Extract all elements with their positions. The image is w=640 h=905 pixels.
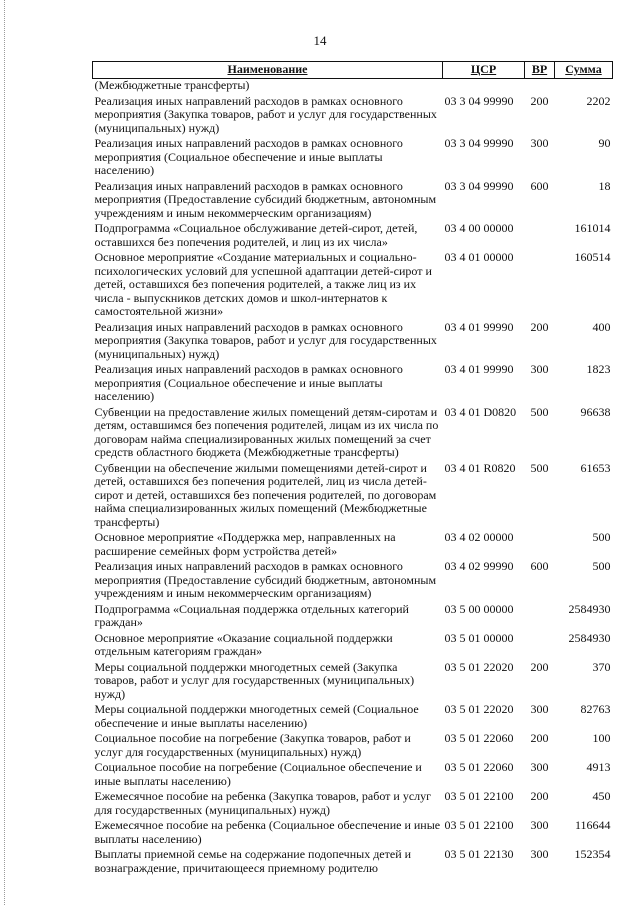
table-row [93,95,613,138]
row-name: Субвенции на обеспечение жилыми помещениями детей-сирот и детей, оставшихся без попечения родителей, лиц из числа детей-сирот и детей, оставшихся без попечения родителей, по договорам найма специализированных жилых помещений (Межбюджетные трансферты) [94,460,437,529]
row-csr: 03 4 00 00000 [444,221,514,235]
row-name: Основное мероприятие «Оказание социальной поддержки отдельным категориям граждан» [94,630,393,658]
row-name: Реализация иных направлений расходов в рамках основного мероприятия (Предоставление субсидий бюджетным, автономным учреждениям и иным некоммерческим организациям) [94,178,437,220]
row-sum [555,79,613,95]
row-csr: 03 4 01 R0820 [444,460,516,475]
header-name: Наименование [93,62,443,79]
row-name: Реализация иных направлений расходов в рамках основного мероприятия (Предоставление субсидий бюджетным, автономным учреждениям и иным некоммерческим организациям) [94,559,437,600]
row-vr: 600 [530,178,549,193]
row-vr: 300 [530,760,549,774]
row-csr: 03 3 04 99990 [444,136,514,150]
row-csr: 03 5 01 22060 [444,760,514,774]
row-vr: 300 [530,702,549,716]
row-csr: 03 5 01 22020 [444,702,514,716]
row-sum: 18 [598,178,611,193]
table-row [93,560,613,603]
table-row [93,531,613,560]
row-sum: 450 [592,789,611,803]
row-name: Подпрограмма «Социальная поддержка отдельных категорий граждан» [94,601,409,629]
row-csr: 03 4 01 00000 [444,250,514,264]
row-csr: 03 5 01 22100 [444,818,514,832]
table-row [93,848,613,877]
row-name: Основное мероприятие «Поддержка мер, направленных на расширение семейных форм устройства детей» [94,530,396,558]
row-vr: 200 [530,789,549,803]
row-vr: 200 [530,93,549,108]
row-vr [525,603,555,632]
budget-table [92,61,613,877]
row-name: Подпрограмма «Социальное обслуживание детей-сирот, детей, оставшихся без попечения родителей, и лиц из их числа» [94,221,418,249]
table-row [93,251,613,321]
table-row [93,363,613,406]
row-sum: 1823 [586,362,611,376]
row-name: Реализация иных направлений расходов в рамках основного мероприятия (Социальное обеспечение и иные выплаты населению) [94,136,403,177]
row-vr [525,251,555,321]
table-row [93,761,613,790]
row-name: (Межбюджетные трансферты) [94,78,250,92]
row-vr: 600 [530,559,549,573]
table-row [93,222,613,251]
row-csr: 03 5 00 00000 [444,601,514,616]
row-csr: 03 4 02 00000 [444,530,514,544]
row-sum: 4913 [586,760,611,774]
table-row [93,661,613,704]
row-vr: 200 [530,659,549,674]
table-row [93,703,613,732]
row-sum: 400 [592,319,611,334]
row-name: Меры социальной поддержки многодетных семей (Закупка товаров, работ и услуг для государственных (муниципальных) нужд) [94,659,415,701]
row-sum: 161014 [574,221,611,235]
row-sum: 160514 [574,250,611,264]
table-row [93,819,613,848]
row-csr: 03 4 01 D0820 [444,404,517,419]
table-row [93,180,613,223]
row-vr [525,531,555,560]
row-sum: 2202 [586,93,611,108]
row-csr: 03 5 01 00000 [444,630,514,645]
row-sum: 61653 [580,460,611,475]
header-csr: ЦСР [443,62,525,79]
row-vr: 300 [530,136,549,150]
row-name: Субвенции на предоставление жилых помещений детям-сиротам и детям, оставшимся без попечения родителей, лицам из их числа по договорам найма специализированных жилых помещений за счет средств областного бюджета (Межбюджетные трансферты) [94,404,439,459]
table-row [93,732,613,761]
row-sum: 500 [592,530,611,544]
row-vr: 300 [530,818,549,832]
row-csr: 03 4 02 99990 [444,559,514,573]
table-row [93,406,613,462]
table-header-row [93,62,613,79]
row-csr: 03 3 04 99990 [444,93,514,108]
row-sum: 2584930 [568,601,611,616]
row-csr: 03 5 01 22130 [444,847,514,861]
header-sum: Сумма [555,62,613,79]
row-name: Социальное пособие на погребение (Социальное обеспечение и иные выплаты населению) [94,760,422,788]
header-vr: ВР [525,62,555,79]
row-name: Реализация иных направлений расходов в рамках основного мероприятия (Закупка товаров, работ и услуг для государственных (муниципальных) нужд) [94,319,437,361]
row-name: Меры социальной поддержки многодетных семей (Социальное обеспечение и иные выплаты населению) [94,702,419,730]
row-name: Реализация иных направлений расходов в рамках основного мероприятия (Социальное обеспечение и иные выплаты населению) [94,362,403,403]
row-sum: 96638 [580,404,611,419]
row-name: Выплаты приемной семье на содержание подопечных детей и вознаграждение, причитающееся приемному родителю [94,847,412,875]
page-number: 14 [313,33,327,48]
table-row [93,462,613,532]
row-vr [525,222,555,251]
row-name: Ежемесячное пособие на ребенка (Закупка товаров, работ и услуг для государственных (муниципальных) нужд) [94,789,432,817]
row-name: Социальное пособие на погребение (Закупка товаров, работ и услуг для государственных (муниципальных) нужд) [94,731,411,759]
row-vr [525,632,555,661]
row-name: Реализация иных направлений расходов в рамках основного мероприятия (Закупка товаров, работ и услуг для государственных (муниципальных) нужд) [94,93,437,135]
row-vr: 200 [530,731,549,745]
row-sum: 82763 [580,702,611,716]
row-sum: 90 [598,136,611,150]
row-sum: 370 [592,659,611,674]
row-sum: 2584930 [568,630,611,645]
row-vr: 200 [530,319,549,334]
row-csr: 03 5 01 22060 [444,731,514,745]
table-row [93,632,613,661]
row-vr [525,79,555,95]
table-row [93,79,613,95]
row-csr [443,79,525,95]
table-row [93,137,613,180]
table-row [93,321,613,364]
row-sum: 100 [592,731,611,745]
scan-edge-line [4,0,6,905]
row-csr: 03 4 01 99990 [444,319,514,334]
table-row [93,603,613,632]
row-sum: 152354 [574,847,611,861]
row-name: Основное мероприятие «Создание материальных и социально-психологических условий для успешной адаптации детей-сирот и детей, оставшихся без попечения родителей, а также лиц из их числа - выпускников детских домов и школ-интернатов к самостоятельной жизни» [94,250,432,318]
row-vr: 500 [530,404,549,419]
row-sum: 116644 [574,818,611,832]
row-name: Ежемесячное пособие на ребенка (Социальное обеспечение и иные выплаты населению) [94,818,441,846]
row-csr: 03 5 01 22020 [444,659,514,674]
row-csr: 03 4 01 99990 [444,362,514,376]
row-vr: 300 [530,362,549,376]
row-vr: 500 [530,460,549,475]
row-vr: 300 [530,847,549,861]
row-csr: 03 3 04 99990 [444,178,514,193]
row-sum: 500 [592,559,611,573]
table-row [93,790,613,819]
row-csr: 03 5 01 22100 [444,789,514,803]
